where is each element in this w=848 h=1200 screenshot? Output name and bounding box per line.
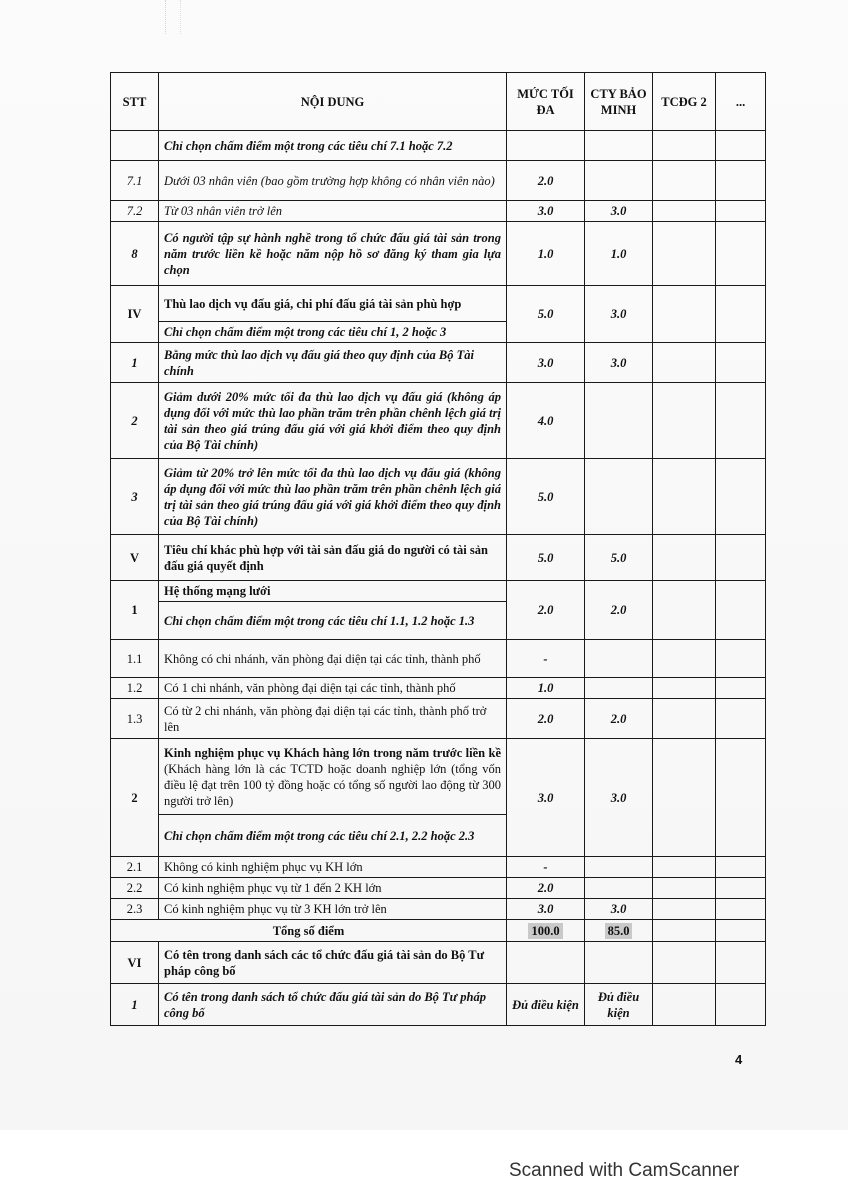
cell-tcdg2 [653, 201, 716, 222]
header-stt: STT [111, 73, 159, 131]
cell-more [716, 699, 766, 739]
cell-tcdg2 [653, 459, 716, 535]
cell-max: 2.0 [507, 878, 585, 899]
cell-max: 1.0 [507, 222, 585, 286]
cell-more [716, 942, 766, 984]
table-row [111, 699, 766, 739]
table-row [111, 984, 766, 1026]
cell-tcdg2 [653, 920, 716, 942]
cell-stt: 2 [111, 383, 159, 459]
table-row [111, 459, 766, 535]
table-row [111, 640, 766, 678]
cell-content: Có kinh nghiệm phục vụ từ 3 KH lớn trở lên [159, 899, 507, 920]
cell-stt: IV [111, 286, 159, 343]
cell-max: 3.0 [507, 343, 585, 383]
cell-stt: 8 [111, 222, 159, 286]
cell-stt: 2 [111, 739, 159, 857]
cell-stt: VI [111, 942, 159, 984]
cell-stt: 7.2 [111, 201, 159, 222]
cell-stt: 1.1 [111, 640, 159, 678]
cell-content: Giảm từ 20% trở lên mức tối đa thù lao dịch vụ đấu giá (không áp dụng đối với mức thù lao phần trăm trên phần chênh lệch giá trị tài sản theo giá trúng đấu giá với giá khởi điểm theo quy định của Bộ Tài chính) [159, 459, 507, 535]
cell-more [716, 678, 766, 699]
table-row-total [111, 920, 766, 942]
cell-cty [585, 942, 653, 984]
cell-cty: 3.0 [585, 899, 653, 920]
cell-more [716, 899, 766, 920]
cell-max [507, 942, 585, 984]
cell-content-sub: Chỉ chọn chấm điểm một trong các tiêu chí 1.1, 1.2 hoặc 1.3 [159, 602, 507, 640]
cell-content: Từ 03 nhân viên trở lên [159, 201, 507, 222]
cell-stt: 2.2 [111, 878, 159, 899]
cell-cty: 5.0 [585, 535, 653, 581]
cell-content-rest: (Khách hàng lớn là các TCTD hoặc doanh nghiệp lớn (tổng vốn điều lệ đạt trên 100 tỷ đồng hoặc có tổng số người lao động từ 300 người trở lên) [164, 761, 501, 808]
cell-cty [585, 857, 653, 878]
cell-stt [111, 131, 159, 161]
cell-content: Hệ thống mạng lưới [159, 581, 507, 602]
cell-max: 3.0 [507, 899, 585, 920]
cell-max: - [507, 640, 585, 678]
cell-content-sub: Chỉ chọn chấm điểm một trong các tiêu chí 1, 2 hoặc 3 [159, 322, 507, 343]
cell-cty: 3.0 [585, 201, 653, 222]
scan-artifact [165, 0, 181, 34]
header-more: ... [716, 73, 766, 131]
table-header-row [111, 73, 766, 131]
total-max-value: 100.0 [528, 923, 562, 939]
table-row [111, 201, 766, 222]
cell-content: Có tên trong danh sách các tổ chức đấu giá tài sản do Bộ Tư pháp công bố [159, 942, 507, 984]
cell-max: 3.0 [507, 201, 585, 222]
table-row [111, 343, 766, 383]
cell-more [716, 131, 766, 161]
cell-max: - [507, 857, 585, 878]
cell-cty [585, 383, 653, 459]
table-row [111, 878, 766, 899]
table-row [111, 739, 766, 815]
cell-stt: 3 [111, 459, 159, 535]
cell-content: Có 1 chi nhánh, văn phòng đại diện tại các tỉnh, thành phố [159, 678, 507, 699]
cell-max: 3.0 [507, 739, 585, 857]
cell-cty: 3.0 [585, 286, 653, 343]
cell-more [716, 857, 766, 878]
cell-stt: 7.1 [111, 161, 159, 201]
cell-tcdg2 [653, 161, 716, 201]
header-muc-toi-da: MỨC TỐI ĐA [507, 73, 585, 131]
cell-tcdg2 [653, 222, 716, 286]
cell-cty: 3.0 [585, 343, 653, 383]
header-cty-bao-minh: CTY BẢO MINH [585, 73, 653, 131]
cell-more [716, 535, 766, 581]
cell-content: Có kinh nghiệm phục vụ từ 1 đến 2 KH lớn [159, 878, 507, 899]
cell-max: 1.0 [507, 678, 585, 699]
total-cty-value: 85.0 [605, 923, 633, 939]
cell-tcdg2 [653, 984, 716, 1026]
cell-tcdg2 [653, 581, 716, 640]
cell-tcdg2 [653, 640, 716, 678]
cell-max: 5.0 [507, 459, 585, 535]
cell-tcdg2 [653, 899, 716, 920]
table-row [111, 678, 766, 699]
cell-content [159, 739, 507, 815]
cell-content: Có người tập sự hành nghề trong tổ chức đấu giá tài sản trong năm trước liền kề hoặc năm nộp hồ sơ đăng ký tham gia lựa chọn [159, 222, 507, 286]
cell-max [507, 131, 585, 161]
cell-content: Có từ 2 chi nhánh, văn phòng đại diện tại các tỉnh, thành phố trở lên [159, 699, 507, 739]
table-row [111, 857, 766, 878]
cell-max: 2.0 [507, 699, 585, 739]
cell-total-max [507, 920, 585, 942]
cell-stt: 1.3 [111, 699, 159, 739]
cell-content: Không có chi nhánh, văn phòng đại diện tại các tỉnh, thành phố [159, 640, 507, 678]
cell-cty [585, 459, 653, 535]
cell-tcdg2 [653, 286, 716, 343]
table-row [111, 535, 766, 581]
cell-more [716, 984, 766, 1026]
cell-more [716, 222, 766, 286]
cell-more [716, 581, 766, 640]
cell-more [716, 161, 766, 201]
cell-more [716, 201, 766, 222]
cell-tcdg2 [653, 739, 716, 857]
cell-more [716, 920, 766, 942]
cell-tcdg2 [653, 383, 716, 459]
table-row [111, 161, 766, 201]
table-row [111, 383, 766, 459]
header-tcdg2: TCĐG 2 [653, 73, 716, 131]
table-row [111, 899, 766, 920]
cell-stt: V [111, 535, 159, 581]
cell-stt: 1.2 [111, 678, 159, 699]
cell-cty: 2.0 [585, 581, 653, 640]
table-row [111, 222, 766, 286]
cell-more [716, 739, 766, 857]
cell-cty [585, 878, 653, 899]
cell-cty [585, 678, 653, 699]
table-row [111, 581, 766, 602]
cell-tcdg2 [653, 699, 716, 739]
cell-cty [585, 640, 653, 678]
cell-tcdg2 [653, 942, 716, 984]
cell-stt: 2.3 [111, 899, 159, 920]
table-row [111, 131, 766, 161]
cell-cty: 2.0 [585, 699, 653, 739]
cell-more [716, 640, 766, 678]
cell-stt: 2.1 [111, 857, 159, 878]
cell-content-bold: Kinh nghiệm phục vụ Khách hàng lớn trong năm trước liền kề [164, 745, 501, 760]
cell-max: 4.0 [507, 383, 585, 459]
cell-content: Dưới 03 nhân viên (bao gồm trường hợp không có nhân viên nào) [159, 161, 507, 201]
cell-cty: 1.0 [585, 222, 653, 286]
cell-tcdg2 [653, 857, 716, 878]
cell-cty [585, 131, 653, 161]
scoring-table [110, 72, 766, 1026]
cell-tcdg2 [653, 131, 716, 161]
cell-more [716, 878, 766, 899]
cell-max: 5.0 [507, 286, 585, 343]
cell-content: Tiêu chí khác phù hợp với tài sản đấu giá do người có tài sản đấu giá quyết định [159, 535, 507, 581]
cell-total-label: Tổng số điểm [111, 920, 507, 942]
cell-stt: 1 [111, 581, 159, 640]
cell-more [716, 286, 766, 343]
cell-max: Đủ điều kiện [507, 984, 585, 1026]
cell-content: Chỉ chọn chấm điểm một trong các tiêu chí 7.1 hoặc 7.2 [159, 131, 507, 161]
cell-max: 5.0 [507, 535, 585, 581]
cell-more [716, 459, 766, 535]
cell-content: Bằng mức thù lao dịch vụ đấu giá theo quy định của Bộ Tài chính [159, 343, 507, 383]
cell-content: Thù lao dịch vụ đấu giá, chi phí đấu giá tài sản phù hợp [159, 286, 507, 322]
cell-more [716, 343, 766, 383]
cell-cty: Đủ điều kiện [585, 984, 653, 1026]
scanner-watermark: Scanned with CamScanner [509, 1160, 740, 1181]
cell-tcdg2 [653, 878, 716, 899]
cell-cty [585, 161, 653, 201]
cell-stt: 1 [111, 984, 159, 1026]
cell-more [716, 383, 766, 459]
cell-tcdg2 [653, 343, 716, 383]
table-row [111, 286, 766, 322]
cell-max: 2.0 [507, 161, 585, 201]
cell-content: Có tên trong danh sách tổ chức đấu giá tài sản do Bộ Tư pháp công bố [159, 984, 507, 1026]
cell-content-sub: Chỉ chọn chấm điểm một trong các tiêu chí 2.1, 2.2 hoặc 2.3 [159, 815, 507, 857]
cell-tcdg2 [653, 678, 716, 699]
cell-max: 2.0 [507, 581, 585, 640]
header-noi-dung: NỘI DUNG [159, 73, 507, 131]
page-number: 4 [735, 1052, 743, 1067]
cell-cty: 3.0 [585, 739, 653, 857]
cell-total-cty [585, 920, 653, 942]
cell-tcdg2 [653, 535, 716, 581]
table-row [111, 942, 766, 984]
cell-stt: 1 [111, 343, 159, 383]
cell-content: Giảm dưới 20% mức tối đa thù lao dịch vụ đấu giá (không áp dụng đối với mức thù lao phần trăm trên phần chênh lệch giá trị tài sản theo giá trúng đấu giá với giá khởi điểm theo quy định của Bộ Tài chính) [159, 383, 507, 459]
cell-content: Không có kinh nghiệm phục vụ KH lớn [159, 857, 507, 878]
